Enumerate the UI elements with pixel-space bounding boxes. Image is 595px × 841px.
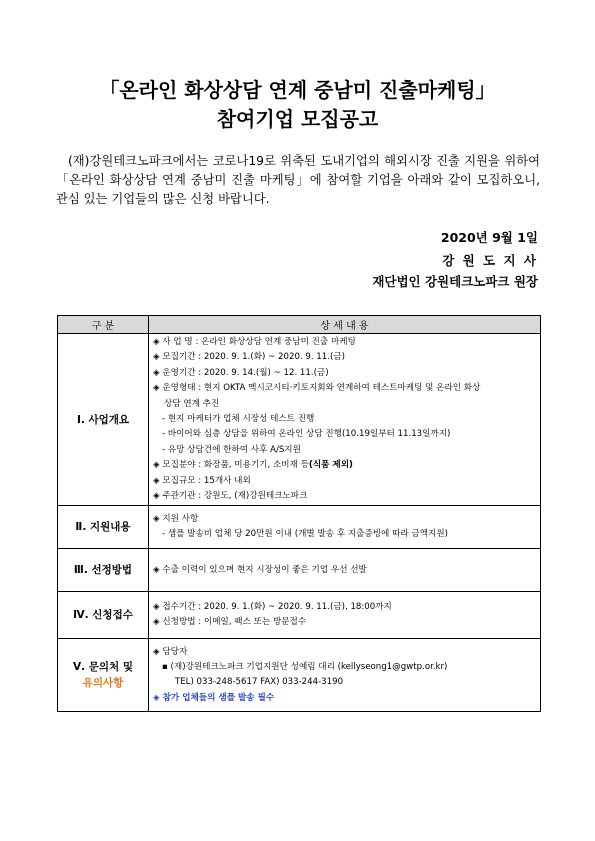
header-detail: 상 세 내 용: [149, 316, 541, 334]
title-line1: 「온라인 화상상담 연계 중남미 진출마케팅」: [99, 78, 496, 102]
category-support: Ⅱ. 지원내용: [58, 506, 149, 549]
row-support: [58, 506, 541, 549]
application-line: ◈ 신청방법 : 이메일, 팩스 또는 방문접수: [153, 617, 307, 628]
row-overview: [58, 334, 541, 506]
selection-line: ◈ 수출 이력이 있으며 현지 시장성이 좋은 기업 우선 선발: [153, 564, 367, 575]
notice-required-line: ◈ 참가 업체들의 샘플 발송 필수: [153, 692, 275, 703]
header-category: 구 분: [58, 316, 149, 334]
category-contact: [58, 639, 149, 712]
overview-line: ◈ 모집기간 : 2020. 9. 1.(화) ~ 2020. 9. 11.(금): [153, 352, 345, 363]
category-overview: Ⅰ. 사업개요: [58, 334, 149, 506]
row-application: [58, 592, 541, 639]
detail-selection: [149, 549, 541, 592]
detail-application: [149, 592, 541, 639]
overview-line: ◈ 주관기관 : 강원도, (재)강원테크노파크: [153, 491, 308, 502]
overview-line: - 바이어와 심층 상담을 위하여 온라인 상담 진행(10.19일부터 11.13일까지): [162, 429, 451, 440]
category-application: Ⅳ. 신청접수: [58, 592, 149, 639]
intro-paragraph: (재)강원테크노파크에서는 코로나19로 위축된 도내기업의 해외시장 진출 지원을 위하여「온라인 화상상담 연계 중남미 진출 마케팅」에 참여할 기업을 아래와 같이 모집하오니, 관심 있는 기업들의 많은 신청 바랍니다.: [56, 154, 540, 206]
category-selection: Ⅲ. 선정방법: [58, 549, 149, 592]
support-line: ◈ 지원 사항: [153, 514, 199, 525]
overview-line: - 유망 상담건에 한하여 사후 A/S지원: [162, 444, 301, 455]
field-text: ◈ 모집분야 : 화장품, 미용기기, 소비재 등: [153, 460, 309, 471]
overview-line: [153, 458, 537, 473]
table-header-row: [58, 316, 541, 334]
issuer-organization: 재단법인 강원테크노파크 원장: [372, 274, 538, 289]
title-line2: 참여기업 모집공고: [216, 107, 379, 131]
overview-line: ◈ 운영형태 : 현지 OKTA 멕시코시티·키토지회와 연계하여 테스트마케팅 및 온라인 화상: [153, 383, 481, 394]
exclusion-note: (식품 제외): [308, 460, 353, 471]
contact-line: ◈ 담당자: [153, 646, 188, 657]
overview-line: - 현지 마케터가 업체 시장성 테스트 진행: [162, 414, 315, 425]
overview-line: ◈ 모집규모 : 15개사 내외: [153, 475, 251, 486]
application-line: ◈ 접수기간 : 2020. 9. 1.(화) ~ 2020. 9. 11.(금), 18:00까지: [153, 602, 392, 613]
notice-date: 2020년 9월 1일: [440, 230, 538, 245]
detail-support: [149, 506, 541, 549]
category-contact-line2: 유의사항: [82, 677, 124, 690]
overview-line: ◈ 운영기간 : 2020. 9. 14.(월) ~ 12. 11.(금): [153, 367, 329, 378]
notice-table: [57, 315, 541, 712]
contact-line: ▪ (재)강원테크노파크 기업지원단 성예림 대리 (kellyseong1@gwtp.or.kr): [162, 662, 448, 673]
row-selection: [58, 549, 541, 592]
detail-contact: [149, 639, 541, 712]
overview-line: 상담 연계 추진: [164, 398, 220, 409]
row-contact: [58, 639, 541, 712]
overview-line: ◈ 사 업 명 : 온라인 화상상담 연계 중남미 진출 마케팅: [153, 337, 356, 347]
issuer-governor: 강 원 도 지 사: [442, 253, 538, 268]
category-contact-line1: Ⅴ. 문의처 및: [73, 661, 133, 674]
detail-overview: [149, 334, 541, 506]
support-line: - 샘플 발송비 업체 당 20만원 이내 (개별 발송 후 지출증빙에 따라 금액지원): [162, 529, 448, 540]
contact-line: TEL) 033-248-5617 FAX) 033-244-3190: [175, 677, 344, 688]
